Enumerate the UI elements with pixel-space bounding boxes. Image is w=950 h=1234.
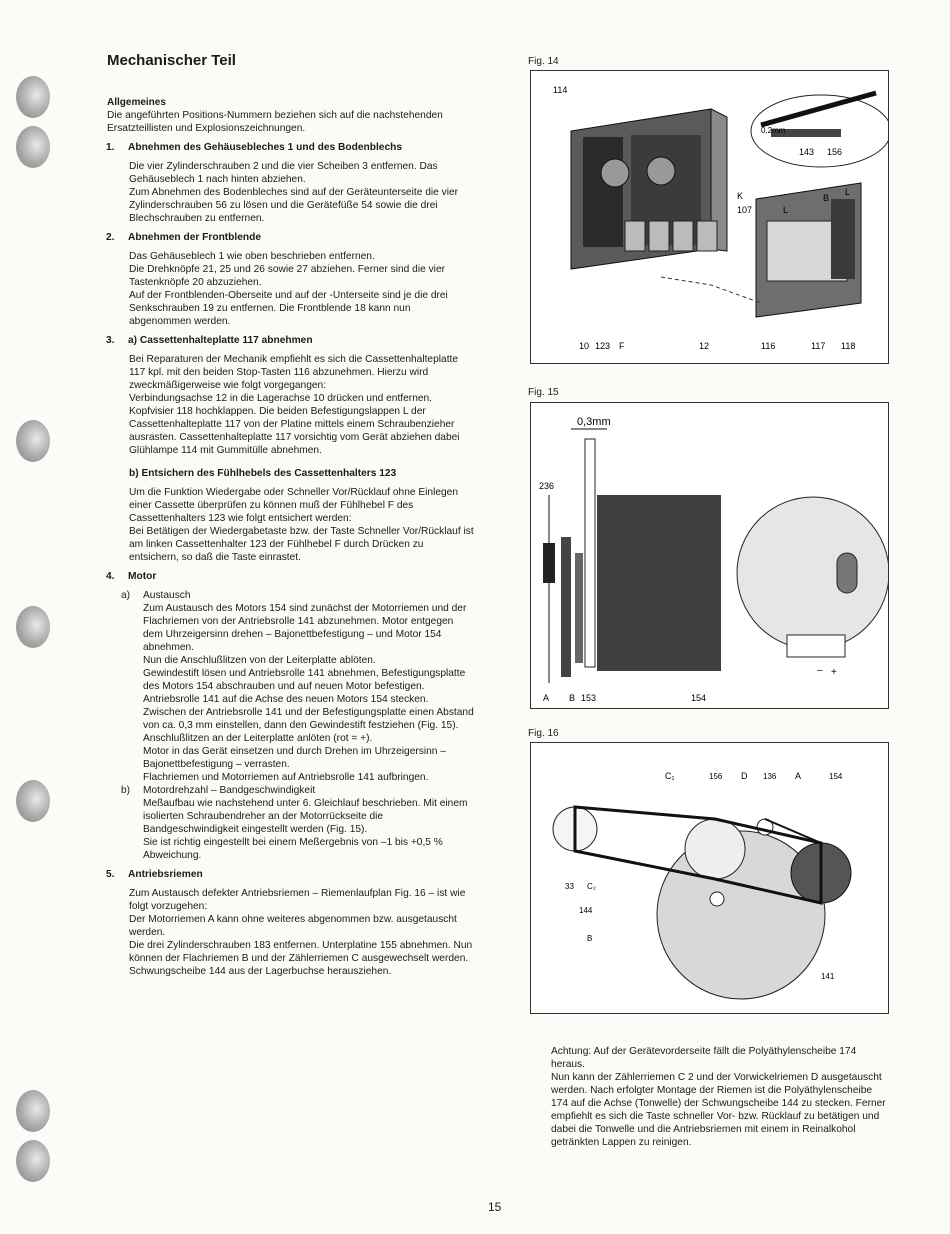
paragraph: Nun die Anschlußlitzen von der Leiterplatte ablöten. (143, 655, 376, 666)
label-02mm: 0,2mm (761, 126, 786, 135)
fig15-box (530, 402, 889, 709)
label-plus: + (831, 667, 837, 678)
section-3-heading (106, 334, 474, 347)
paragraph: Meßaufbau wie nachstehend unter 6. Gleichlauf beschrieben. Mit einem isolierten Schraubendreher an der Motorrückseite die Bandgeschwindigkeit eingestellt werden (Fig. 15). (143, 798, 468, 835)
label-A: A (795, 771, 802, 781)
fig16-label: Fig. 16 (528, 728, 559, 739)
right-text (551, 1045, 887, 1149)
label-L: L (783, 205, 789, 215)
paragraph: Antriebsrolle 141 auf die Achse des neuen Motors 154 stecken. Zwischen der Antriebsrolle 141 und der Befestigungsplatte einen Abstand von ca. 0,3 mm einstellen, dann den Gewindestift festziehen (Fig. 15). (143, 694, 474, 731)
section-1-heading (106, 141, 474, 154)
list-label: b) (121, 785, 131, 796)
key (625, 221, 645, 251)
label-L2: L (845, 187, 851, 197)
section-4b (107, 784, 474, 862)
reel-left (601, 159, 629, 187)
section-3b-heading: b) Entsichern des Fühlhebels des Cassettenhalters 123 (129, 468, 397, 479)
page-number: 15 (488, 1200, 502, 1214)
label-F: F (619, 341, 625, 351)
binder-hole (16, 780, 50, 822)
paragraph: Nun kann der Zählerriemen C 2 und der Vorwickelriemen D ausgetauscht werden. Nach erfolgter Montage der Riemen ist die Polyäthylenscheibe 174 auf die Achse (Tonwelle) der Schwungscheibe 144 zu stecken. Ferner empfiehlt es sich die Taste schneller Vor- bzw. Rücklauf zu betätigen und dabei die Tonwelle und die Antriebsriemen mit einem in Reinalkohol getränkten Lappen zu reinigen. (551, 1072, 886, 1148)
section-title: Abnehmen der Frontblende (128, 232, 262, 243)
binder-hole (16, 606, 50, 648)
label-123: 123 (595, 341, 611, 351)
key (673, 221, 693, 251)
mounting-plate (585, 439, 595, 667)
section-number: 5. (106, 869, 115, 880)
section-title: Abnehmen des Gehäusebleches 1 und des Bodenblechs (128, 142, 403, 153)
subsection-title: Motordrehzahl – Bandgeschwindigkeit (143, 785, 316, 796)
allgemeines-heading: Allgemeines (107, 97, 166, 108)
section-title: Motor (128, 571, 157, 582)
paragraph: Zum Austausch des Motors 154 sind zunächst der Motorriemen und der Flachriemen von der Antriebsrolle 141 abzunehmen. Motor entgegen dem Uhrzeigersinn drehen – Bajonettbefestigung – und Motor 154 abnehmen. (143, 603, 467, 653)
section-number: 2. (106, 232, 115, 243)
section-5-heading (106, 868, 474, 881)
fig14-label: Fig. 14 (528, 56, 559, 67)
label-117: 117 (811, 341, 826, 351)
label-K: K (737, 191, 744, 201)
section-title: Antriebsriemen (128, 869, 203, 880)
section-1-body (107, 160, 474, 225)
label-116: 116 (761, 341, 776, 351)
label-141: 141 (821, 972, 835, 981)
label-144: 144 (579, 906, 593, 915)
section-4a (107, 589, 474, 784)
binder-hole (16, 126, 50, 168)
paragraph: Die Drehknöpfe 21, 25 und 26 sowie 27 abziehen. Ferner sind die vier Tastenknöpfe 20 abzuziehen. (129, 264, 446, 288)
section-4-heading (106, 570, 474, 583)
mechanism-left (583, 137, 623, 247)
paragraph: Motor in das Gerät einsetzen und durch Drehen im Uhrzeigersinn – Bajonettbefestigung – verrasten. (143, 746, 446, 770)
label-136: 136 (763, 772, 777, 781)
section-number: 1. (106, 142, 115, 153)
key (697, 221, 717, 251)
label-143: 143 (799, 147, 815, 157)
label-c1: C₁ (665, 771, 675, 781)
reel-right (647, 157, 675, 185)
paragraph: Flachriemen und Motorriemen auf Antriebsrolle 141 aufbringen. (143, 772, 429, 783)
list-label: a) (121, 590, 131, 601)
paragraph: Schwungscheibe 144 aus der Lagerbuchse herausziehen. (129, 966, 392, 977)
paragraph: Bei Reparaturen der Mechanik empfiehlt es sich die Cassettenhalteplatte 117 kpl. mit den beiden Stop-Tasten 116 abzunehmen. Hierzu wird zweckmäßigerweise wie folgt vorgegangen: (129, 354, 459, 391)
section-number: 3. (106, 335, 115, 346)
paragraph: Verbindungsachse 12 in die Lagerachse 10 drücken und entfernen. Kopfvisier 118 hochklappen. Die beiden Befestigungslappen L der Cassettenhalteplatte 117 von der Platine mittels einem Schraubenzieher ausrasten. Cassettenhalteplatte 117 vorsichtig vom Gerät abziehen dabei Glühlampe 114 mit Gummitülle abnehmen. (129, 393, 460, 456)
label-c2: C₂ (587, 882, 596, 891)
label-B: B (587, 934, 593, 943)
pulley-153 (575, 553, 583, 663)
fig16-drawing (531, 743, 888, 1013)
label-156: 156 (827, 147, 843, 157)
section-2-heading (106, 231, 474, 244)
label-118: 118 (841, 341, 856, 351)
head-visor (831, 199, 855, 279)
label-10: 10 (579, 341, 590, 351)
fig15-label: Fig. 15 (528, 387, 559, 398)
fig14-box (530, 70, 889, 364)
binder-hole (16, 1090, 50, 1132)
label-B: B (823, 193, 830, 203)
pulley-a (543, 543, 555, 583)
paragraph: Sie ist richtig eingestellt bei einem Meßergebnis von –1 bis +0,5 % Abweichung. (143, 837, 443, 861)
gear-c1 (685, 819, 745, 879)
paragraph: Die vier Zylinderschrauben 2 und die vier Scheiben 3 entfernen. Das Gehäuseblech 1 nach hinten abziehen. (129, 161, 438, 185)
label-minus: – (817, 665, 823, 676)
terminals (787, 635, 845, 657)
subsection-title: Austausch (143, 590, 191, 601)
motor-154 (597, 495, 721, 671)
section-title: a) Cassettenhalteplatte 117 abnehmen (128, 335, 313, 346)
fig15-drawing (531, 403, 888, 708)
paragraph: Anschlußlitzen an der Leiterplatte anlöten (rot = +). (143, 733, 373, 744)
label-107: 107 (737, 205, 753, 215)
paragraph: Bei Betätigen der Wiedergabetaste bzw. der Taste Schneller Vor/Rücklauf ist am linken Cassettenhalter 123 der Fühlhebel F durch Drücken zu entsichern, so daß die Taste einrastet. (129, 526, 474, 563)
paragraph: Gewindestift lösen und Antriebsrolle 141 abnehmen, Befestigungsplatte des Motors 154 abschrauben und auf neuen Motor befestigen. (143, 668, 466, 692)
paragraph: Achtung: Auf der Gerätevorderseite fällt die Polyäthylenscheibe 174 heraus. (551, 1046, 857, 1070)
fig14-drawing (531, 71, 888, 363)
label-153: 153 (581, 693, 597, 703)
binder-hole (16, 76, 50, 118)
motor-back (737, 497, 888, 649)
paragraph: Der Motorriemen A kann ohne weiteres abgenommen bzw. ausgetauscht werden. (129, 914, 457, 938)
paragraph: Um die Funktion Wiedergabe oder Schneller Vor/Rücklauf ohne Einlegen einer Cassette überprüfen zu können muß der Fühlhebel F des Cassettenhalters 123 wie folgt entsichert werden: (129, 487, 459, 524)
label-12: 12 (699, 341, 710, 351)
paragraph: Die drei Zylinderschrauben 183 entfernen. Unterplatine 155 abnehmen. Nun können der Flachriemen B und der Zählerriemen C ausgewechselt werden. (129, 940, 473, 964)
label-154: 154 (691, 693, 707, 703)
page-title: Mechanischer Teil (107, 52, 236, 69)
label-236: 236 (539, 481, 555, 491)
capstan (710, 892, 724, 906)
label-0-3mm: 0,3mm (577, 416, 611, 428)
key (649, 221, 669, 251)
label-154: 154 (829, 772, 843, 781)
label-114: 114 (553, 85, 568, 95)
paragraph: Auf der Frontblenden-Oberseite und auf der -Unterseite sind je die drei Senkschrauben 19 zu entfernen. Die Frontblende 18 kann nun abgenommen werden. (129, 290, 448, 327)
section-5-body (107, 887, 474, 978)
paragraph: Zum Austausch defekter Antriebsriemen – Riemenlaufplan Fig. 16 – ist wie folgt vorzugehen: (129, 888, 466, 912)
label-156: 156 (709, 772, 723, 781)
binder-hole (16, 1140, 50, 1182)
left-column (107, 52, 474, 984)
paragraph: Zum Abnehmen des Bodenbleches sind auf der Geräteunterseite die vier Zylinderschrauben 56 zu lösen und die Gerätefüße 54 sowie die drei Blechschrauben zu entfernen. (129, 187, 459, 224)
allgemeines-text: Die angeführten Positions-Nummern beziehen sich auf die nachstehenden Ersatzteillisten und Explosionszeichnungen. (107, 110, 443, 134)
section-3a-body (107, 353, 474, 457)
section-3b-body (107, 486, 474, 564)
binder-hole (16, 420, 50, 462)
speed-adjuster (837, 553, 857, 593)
guide-line (661, 277, 761, 303)
section-2-body (107, 250, 474, 328)
paragraph: Das Gehäuseblech 1 wie oben beschrieben entfernen. (129, 251, 375, 262)
label-A: A (543, 693, 550, 703)
fig16-box (530, 742, 889, 1014)
label-33: 33 (565, 882, 574, 891)
pulley-b (561, 537, 571, 677)
label-B: B (569, 693, 576, 703)
section-number: 4. (106, 571, 115, 582)
label-D: D (741, 771, 748, 781)
